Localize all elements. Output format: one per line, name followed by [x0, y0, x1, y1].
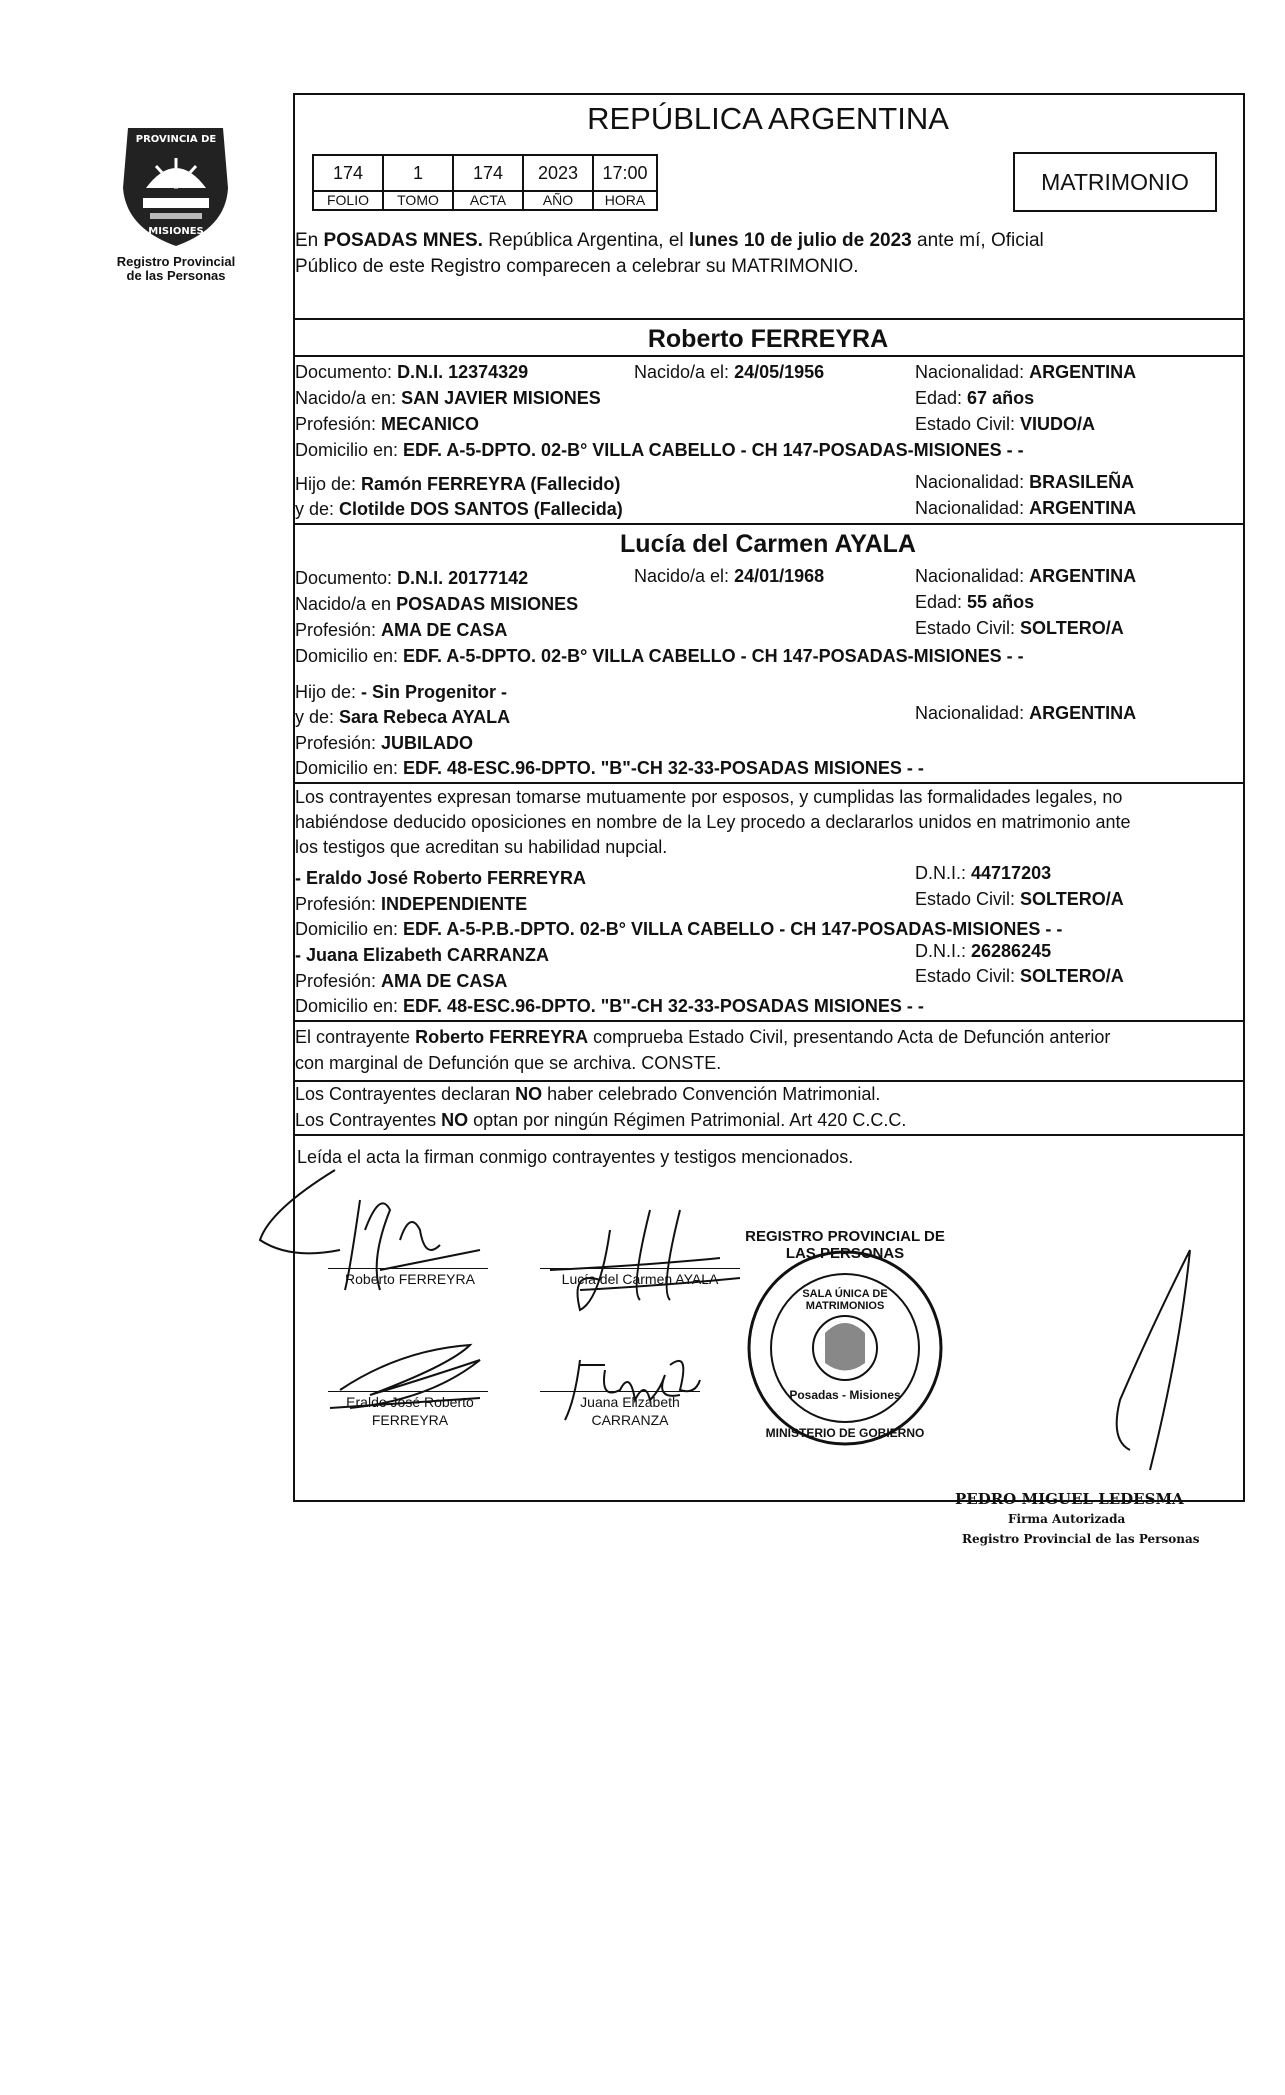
- declaration-line-3: los testigos que acreditan su habilidad nupcial.: [295, 837, 668, 857]
- page-title: REPÚBLICA ARGENTINA: [587, 101, 949, 136]
- groom-signature-line: [328, 1268, 488, 1269]
- divider: [293, 782, 1243, 784]
- divider: [293, 1020, 1243, 1022]
- groom-birthplace: Nacido/a en: SAN JAVIER MISIONES: [295, 388, 601, 408]
- bride-signature-line: [540, 1268, 740, 1269]
- note2-line-2: Los Contrayentes NO optan por ningún Régimen Patrimonial. Art 420 C.C.C.: [295, 1110, 907, 1130]
- bride-documento: Documento: D.N.I. 20177142: [295, 568, 529, 588]
- groom-documento: Documento: D.N.I. 12374329: [295, 362, 529, 382]
- hora-label: HORA: [593, 191, 657, 210]
- groom-nacionalidad: Nacionalidad: ARGENTINA: [915, 362, 1137, 382]
- bride-mother-nacionalidad: Nacionalidad: ARGENTINA: [915, 703, 1137, 723]
- acta-label: ACTA: [453, 191, 523, 210]
- officer-title: Firma Autorizada: [1008, 1512, 1126, 1526]
- closing-text: Leída el acta la firman conmigo contrayentes y testigos mencionados.: [297, 1147, 854, 1167]
- witness1-estado: Estado Civil: SOLTERO/A: [915, 889, 1124, 909]
- provincial-seal-icon: [108, 118, 243, 248]
- groom-name: Roberto FERREYRA: [647, 325, 889, 353]
- witness2-signature-label: Juana Elizabeth CARRANZA: [580, 1394, 680, 1428]
- declaration-line-2: habiéndose deducido oposiciones en nombre de la Ley procedo a declararlos unidos en matrimonio ante: [295, 812, 1131, 832]
- folio-value: 174: [313, 155, 383, 191]
- witness2-profesion: Profesión: AMA DE CASA: [295, 971, 508, 991]
- divider: [293, 355, 1243, 357]
- witness1-signature-line: [328, 1391, 488, 1392]
- bride-birthplace: Nacido/a en POSADAS MISIONES: [295, 594, 579, 614]
- bride-mother-domicilio: Domicilio en: EDF. 48-ESC.96-DPTO. "B"-CH 32-33-POSADAS MISIONES - -: [295, 758, 924, 778]
- stamp-city-text: Posadas - Misiones: [789, 1388, 901, 1402]
- groom-signature-label: Roberto FERREYRA: [345, 1271, 475, 1287]
- bride-name: Lucía del Carmen AYALA: [620, 530, 916, 558]
- declaration-line-1: Los contrayentes expresan tomarse mutuamente por esposos, y cumplidas las formalidades legales, no: [295, 787, 1123, 807]
- registry-logo-text: Registro Provincial de las Personas: [116, 254, 236, 283]
- note1-line-1: El contrayente Roberto FERREYRA comprueba Estado Civil, presentando Acta de Defunción anterior: [295, 1027, 1111, 1047]
- bride-mother: y de: Sara Rebeca AYALA: [295, 707, 511, 727]
- note2-line-1: Los Contrayentes declaran NO haber celebrado Convención Matrimonial.: [295, 1084, 881, 1104]
- divider: [293, 318, 1243, 320]
- hora-value: 17:00: [593, 155, 657, 191]
- anio-label: AÑO: [523, 191, 593, 210]
- bride-edad: Edad: 55 años: [915, 592, 1035, 612]
- groom-mother: y de: Clotilde DOS SANTOS (Fallecida): [295, 499, 623, 519]
- tomo-label: TOMO: [383, 191, 453, 210]
- groom-father: Hijo de: Ramón FERREYRA (Fallecido): [295, 474, 621, 494]
- act-type-box: MATRIMONIO: [1013, 152, 1217, 212]
- bride-father: Hijo de: - Sin Progenitor -: [295, 682, 508, 702]
- svg-text:PROVINCIA DE: PROVINCIA DE: [135, 134, 217, 145]
- intro-line-1: En POSADAS MNES. República Argentina, el lunes 10 de julio de 2023 ante mí, Oficial: [295, 230, 1044, 251]
- witness2-name: - Juana Elizabeth CARRANZA: [295, 945, 550, 965]
- note1-line-2: con marginal de Defunción que se archiva. CONSTE.: [295, 1053, 722, 1073]
- divider: [293, 1080, 1243, 1082]
- registry-table: [312, 154, 658, 211]
- anio-value: 2023: [523, 155, 593, 191]
- witness2-estado: Estado Civil: SOLTERO/A: [915, 966, 1124, 986]
- witness1-domicilio: Domicilio en: EDF. A-5-P.B.-DPTO. 02-B° VILLA CABELLO - CH 147-POSADAS-MISIONES - -: [295, 919, 1063, 939]
- officer-name: PEDRO MIGUEL LEDESMA: [955, 1490, 1184, 1508]
- bride-domicilio: Domicilio en: EDF. A-5-DPTO. 02-B° VILLA CABELLO - CH 147-POSADAS-MISIONES - -: [295, 646, 1024, 666]
- official-stamp: [745, 1228, 945, 1448]
- stamp-icon: [745, 1248, 945, 1448]
- bride-birthdate: Nacido/a el: 24/01/1968: [634, 566, 825, 586]
- divider: [293, 1134, 1243, 1136]
- stamp-inner-text: SALA ÚNICA DE MATRIMONIOS: [802, 1288, 888, 1312]
- acta-value: 174: [453, 155, 523, 191]
- witness2-signature-line: [540, 1391, 700, 1392]
- intro-line-2: Público de este Registro comparecen a celebrar su MATRIMONIO.: [295, 256, 859, 277]
- bride-signature-label: Lucía del Carmen AYALA: [561, 1271, 719, 1287]
- officer-org: Registro Provincial de las Personas: [962, 1532, 1200, 1546]
- folio-label: FOLIO: [313, 191, 383, 210]
- bride-estado-civil: Estado Civil: SOLTERO/A: [915, 618, 1124, 638]
- svg-text:MISIONES: MISIONES: [148, 226, 204, 237]
- witness1-name: - Eraldo José Roberto FERREYRA: [295, 868, 587, 888]
- groom-estado-civil: Estado Civil: VIUDO/A: [915, 414, 1096, 434]
- groom-mother-nacionalidad: Nacionalidad: ARGENTINA: [915, 498, 1137, 518]
- tomo-value: 1: [383, 155, 453, 191]
- divider: [293, 523, 1243, 525]
- stamp-bottom-text: MINISTERIO DE GOBIERNO: [765, 1426, 925, 1440]
- witness2-dni: D.N.I.: 26286245: [915, 941, 1052, 961]
- bride-nacionalidad: Nacionalidad: ARGENTINA: [915, 566, 1137, 586]
- witness1-profesion: Profesión: INDEPENDIENTE: [295, 894, 528, 914]
- witness1-dni: D.N.I.: 44717203: [915, 863, 1052, 883]
- groom-profesion: Profesión: MECANICO: [295, 414, 480, 434]
- stamp-outer-text: REGISTRO PROVINCIAL DE LAS PERSONAS: [745, 1228, 945, 1262]
- groom-domicilio: Domicilio en: EDF. A-5-DPTO. 02-B° VILLA CABELLO - CH 147-POSADAS-MISIONES - -: [295, 440, 1024, 460]
- bride-profesion: Profesión: AMA DE CASA: [295, 620, 508, 640]
- groom-edad: Edad: 67 años: [915, 388, 1035, 408]
- registry-logo: [108, 118, 243, 248]
- witness1-signature-label: Eraldo José Roberto FERREYRA: [346, 1394, 474, 1428]
- groom-birthdate: Nacido/a el: 24/05/1956: [634, 362, 825, 382]
- groom-father-nacionalidad: Nacionalidad: BRASILEÑA: [915, 472, 1135, 492]
- bride-mother-profesion: Profesión: JUBILADO: [295, 733, 474, 753]
- witness2-domicilio: Domicilio en: EDF. 48-ESC.96-DPTO. "B"-CH 32-33-POSADAS MISIONES - -: [295, 996, 924, 1016]
